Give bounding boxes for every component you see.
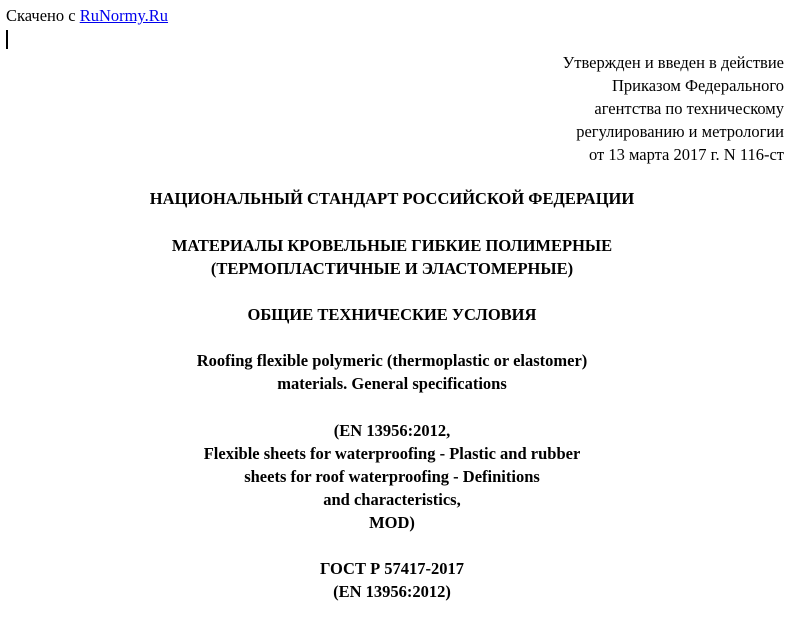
approval-line: регулированию и метрологии (576, 122, 784, 141)
english-title-line: Roofing flexible polymeric (thermoplastic or elastomer) (196, 351, 588, 370)
en-reference-line: and characteristics, (323, 490, 461, 509)
russian-title (0, 234, 792, 280)
en-reference-line: MOD) (369, 513, 415, 532)
english-title (0, 349, 792, 395)
english-title-line: materials. General specifications (277, 374, 507, 393)
designation-line: (EN 13956:2012) (333, 582, 451, 601)
russian-subtitle-text: ОБЩИЕ ТЕХНИЧЕСКИЕ УСЛОВИЯ (247, 305, 537, 324)
russian-title-line: МАТЕРИАЛЫ КРОВЕЛЬНЫЕ ГИБКИЕ ПОЛИМЕРНЫЕ (171, 236, 613, 255)
approval-line: от 13 марта 2017 г. N 116-ст (588, 145, 784, 164)
en-reference-line: Flexible sheets for waterproofing - Plastic and rubber (203, 444, 581, 463)
en-reference-line: sheets for roof waterproofing - Definitions (244, 467, 540, 486)
text-cursor (6, 30, 8, 49)
approval-line: Приказом Федерального (611, 76, 784, 95)
approval-line: Утвержден и введен в действие (562, 53, 784, 72)
source-prefix: Скачено с (6, 6, 76, 25)
russian-title-line: (ТЕРМОПЛАСТИЧНЫЕ И ЭЛАСТОМЕРНЫЕ) (210, 259, 574, 278)
standard-type-heading (0, 187, 792, 210)
russian-subtitle (0, 303, 792, 326)
approval-line: агентства по техническому (594, 99, 784, 118)
approval-block (563, 51, 784, 166)
designation-line: ГОСТ Р 57417-2017 (319, 559, 465, 578)
en-reference-line: (EN 13956:2012, (333, 421, 451, 440)
source-line (6, 6, 168, 26)
en-reference (0, 419, 792, 534)
source-link[interactable]: RuNormy.Ru (79, 6, 169, 25)
standard-designation (0, 557, 792, 603)
standard-type-text: НАЦИОНАЛЬНЫЙ СТАНДАРТ РОССИЙСКОЙ ФЕДЕРАЦИИ (149, 189, 635, 208)
